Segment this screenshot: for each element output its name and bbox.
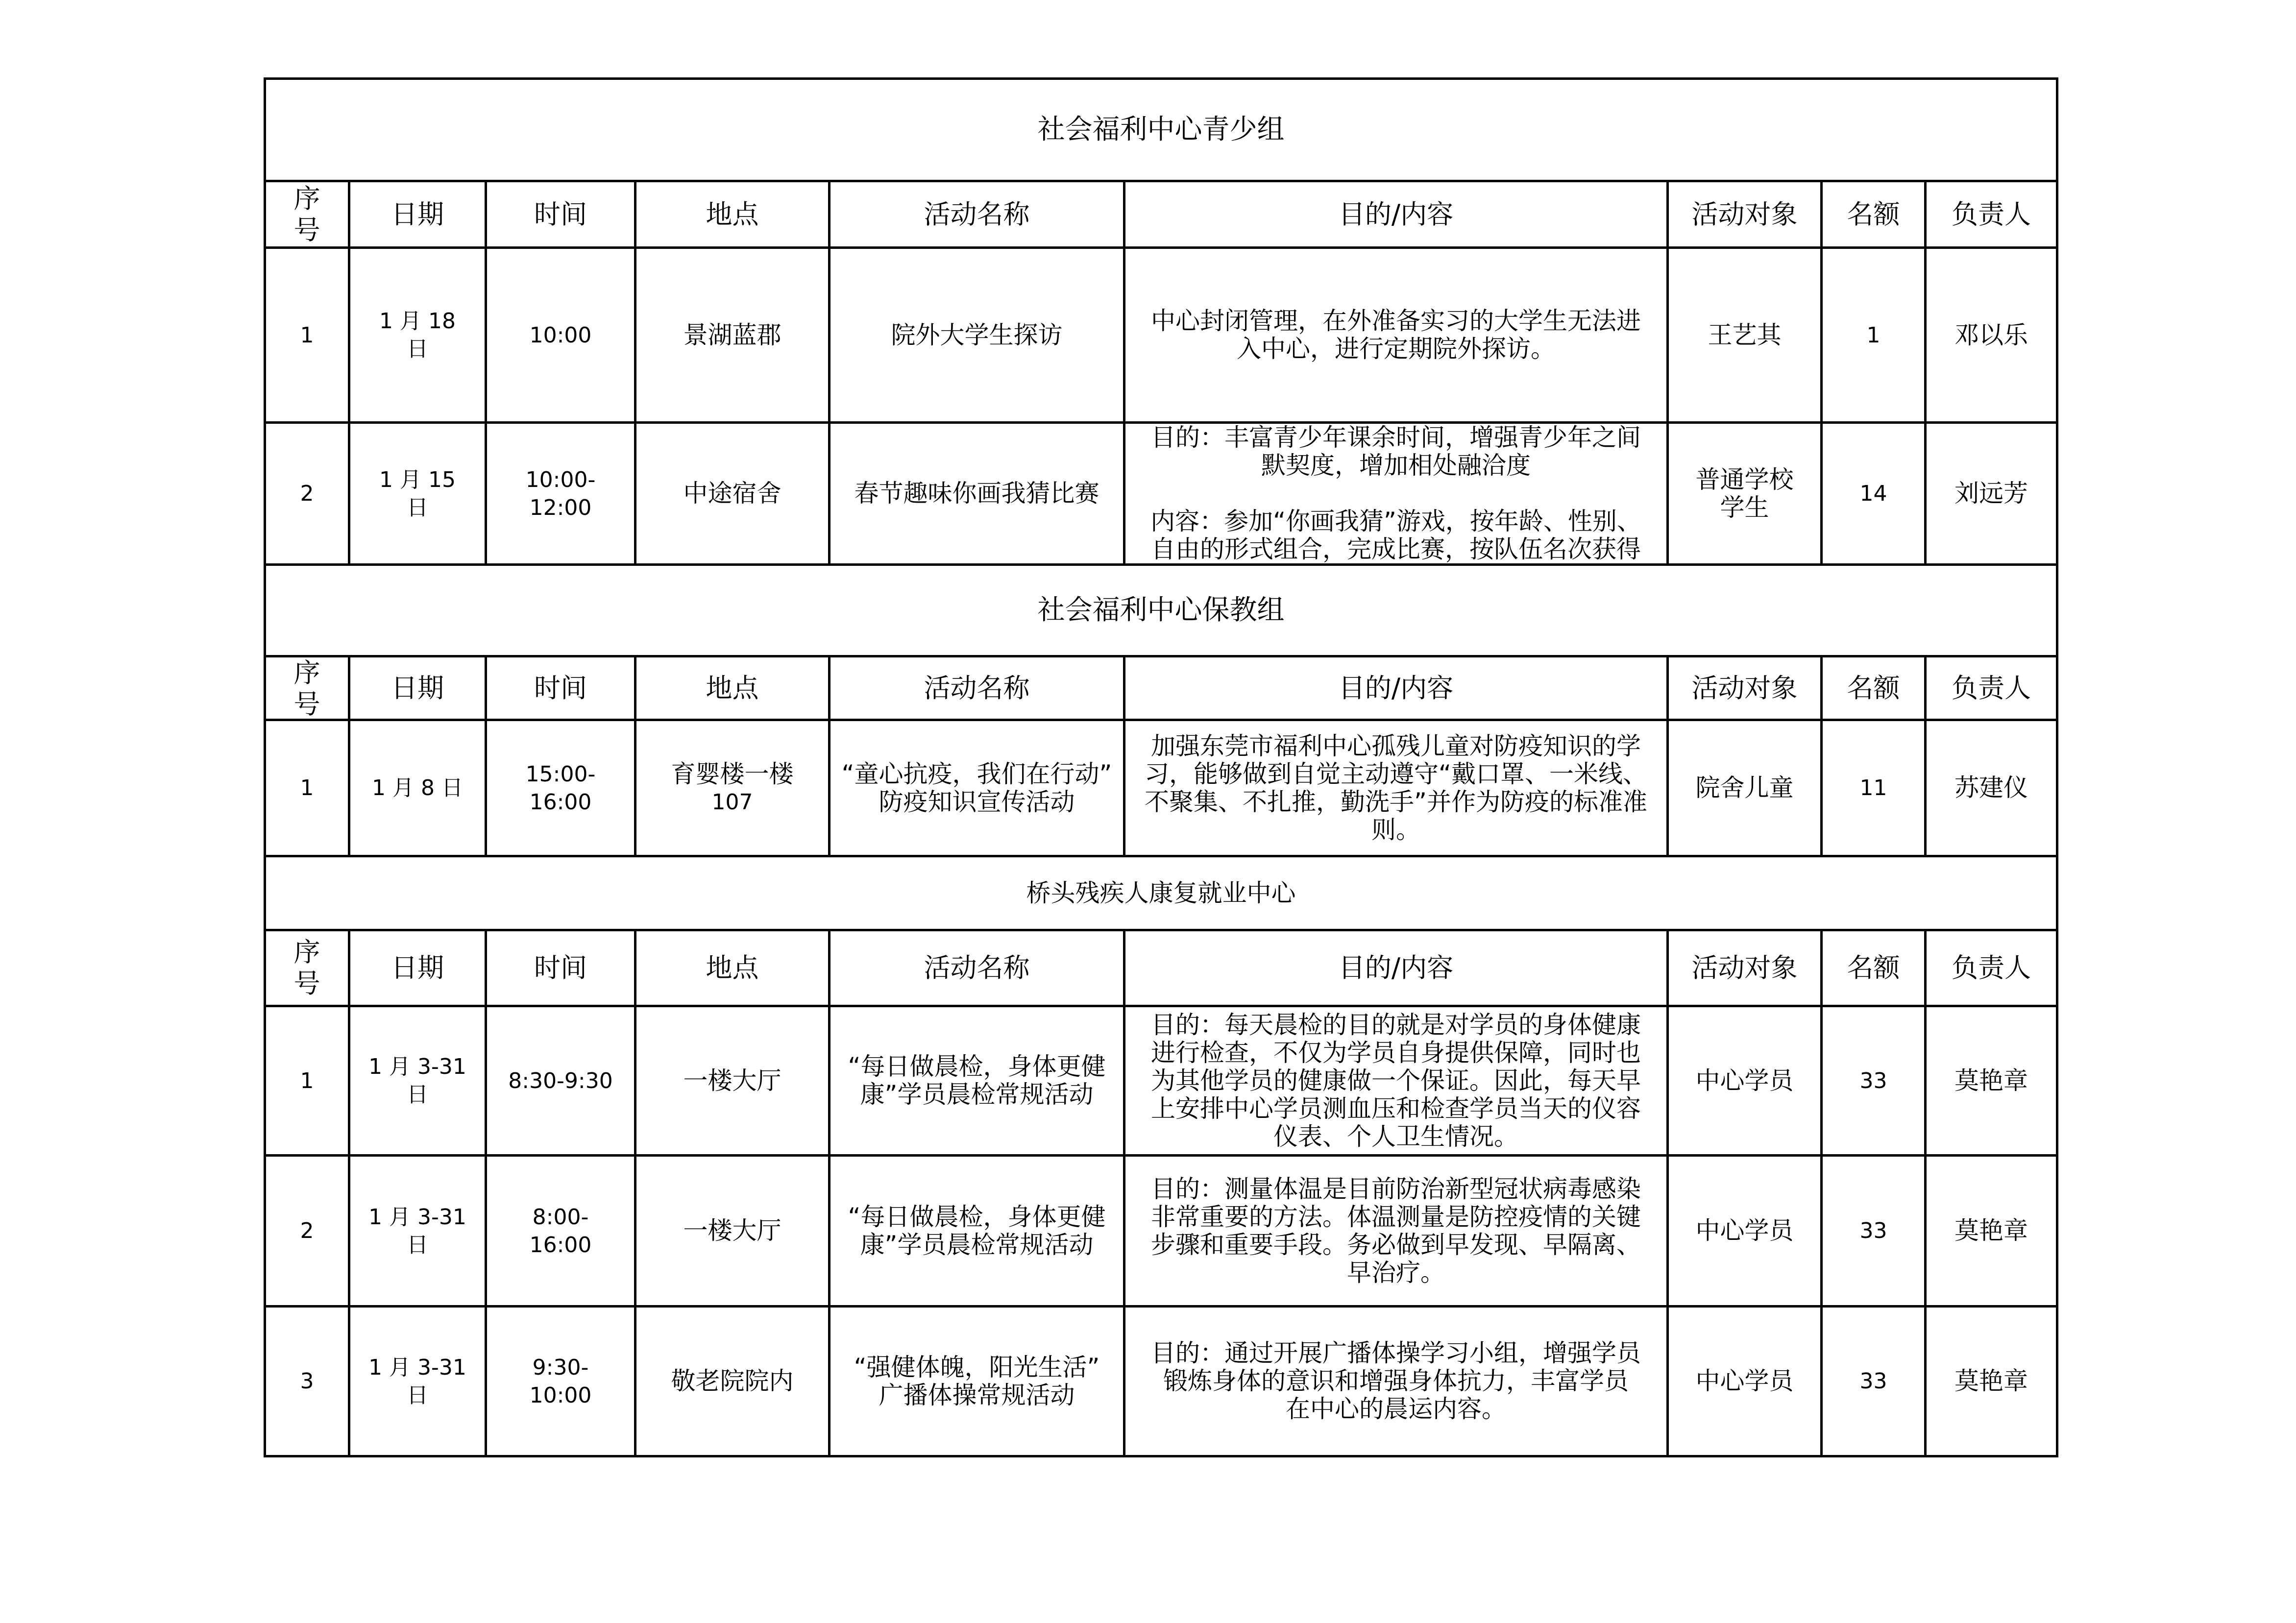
header-date-label: 日期 [391,198,444,230]
cell-activity [830,424,1123,563]
cell-place [636,1157,828,1305]
purpose-line: 入中心，进行定期院外探访。 [1237,335,1555,363]
purpose-line: 在中心的晨运内容。 [1286,1395,1506,1423]
cell-quota [1823,1007,1924,1154]
cell-target [1669,1157,1820,1305]
header-purpose-label: 目的/内容 [1338,672,1454,703]
target-text: 中心学员 [1695,1367,1794,1395]
header-time-label: 时间 [534,198,587,230]
cell-activity [830,1157,1123,1305]
activity-line: “每日做晨检，身体更健 [848,1202,1106,1231]
cell-target [1669,721,1820,855]
section-title-text: 桥头残疾人康复就业中心 [1026,879,1296,907]
target-text: 中心学员 [1695,1066,1794,1095]
header-date [350,931,485,1005]
date-line: 1 月 18 [379,309,456,334]
activity-line: 康”学员晨检常规活动 [860,1080,1094,1109]
header-quota-label: 名额 [1847,952,1900,983]
owner-text: 莫艳章 [1954,1066,2028,1095]
cell-target [1669,249,1820,421]
activity-schedule-table [264,77,2058,1457]
date-line: 1 月 3-31 [368,1054,466,1079]
header-target [1669,931,1820,1005]
header-quota [1823,931,1924,1005]
purpose-line: 步骤和重要手段。务必做到早发现、早隔离、 [1151,1230,1641,1259]
header-place-label: 地点 [706,672,759,703]
place-line: 育婴楼一楼 [671,759,794,788]
purpose-line: 目的：测量体温是目前防治新型冠状病毒感染 [1151,1174,1641,1203]
cell-activity [830,721,1123,855]
cell-target [1669,1308,1820,1455]
cell-activity [830,1308,1123,1455]
seq-text: 2 [300,481,314,506]
activity-line: 防疫知识宣传活动 [879,787,1075,816]
purpose-line: 默契度，增加相处融洽度 [1261,451,1531,480]
section-title [266,80,2056,180]
quota-text: 14 [1859,481,1887,506]
date-line: 日 [407,337,428,362]
cell-purpose [1125,424,1666,563]
time-line: 16:00 [529,789,592,815]
cell-date [350,1157,485,1305]
place-text: 景湖蓝郡 [683,320,782,349]
header-place [636,657,828,719]
cell-owner [1927,424,2056,563]
cell-date [350,249,485,421]
time-line: 16:00 [529,1232,592,1258]
cell-seq [266,1308,348,1455]
header-seq-label: 序号 [293,657,320,719]
owner-text: 莫艳章 [1954,1367,2028,1395]
header-time-label: 时间 [534,952,587,983]
section-title [266,566,2056,655]
cell-place [636,1308,828,1455]
header-owner [1927,657,2056,719]
cell-purpose [1125,1157,1666,1305]
cell-owner [1927,1308,2056,1455]
cell-seq [266,721,348,855]
quota-text: 33 [1859,1369,1887,1394]
cell-seq [266,424,348,563]
header-time [487,182,634,246]
header-date-label: 日期 [391,672,444,703]
activity-text: 春节趣味你画我猜比赛 [854,479,1099,508]
cell-time [487,249,634,421]
cell-time [487,424,634,563]
purpose-line: 目的：每天晨检的目的就是对学员的身体健康 [1151,1010,1641,1039]
cell-target [1669,1007,1820,1154]
header-owner-label: 负责人 [1952,952,2031,983]
cell-purpose [1125,249,1666,421]
cell-owner [1927,249,2056,421]
purpose-line: 自由的形式组合，完成比赛，按队伍名次获得 [1151,535,1641,563]
header-seq [266,931,348,1005]
activity-line: 广播体操常规活动 [879,1381,1075,1409]
header-seq-label: 序号 [293,183,320,245]
target-text: 院舍儿童 [1695,774,1794,802]
owner-text: 刘远芳 [1954,479,2028,508]
header-activity [830,931,1123,1005]
date-line: 日 [407,1382,428,1408]
purpose-line: 进行检查，不仅为学员自身提供保障，同时也 [1151,1038,1641,1067]
cell-time [487,1308,634,1455]
header-place-label: 地点 [706,952,759,983]
cell-date [350,1308,485,1455]
header-owner [1927,182,2056,246]
purpose-line: 为其他学员的健康做一个保证。因此，每天早 [1151,1066,1641,1095]
cell-owner [1927,1007,2056,1154]
cell-date [350,424,485,563]
cell-quota [1823,1308,1924,1455]
cell-target [1669,424,1820,563]
date-line: 日 [407,1082,428,1107]
time-line: 12:00 [529,495,592,520]
header-owner [1927,931,2056,1005]
cell-purpose [1125,721,1666,855]
owner-text: 莫艳章 [1954,1216,2028,1245]
section-title-text: 社会福利中心保教组 [1037,594,1285,626]
header-target-label: 活动对象 [1691,952,1798,983]
header-target-label: 活动对象 [1691,672,1798,703]
purpose-line: 早治疗。 [1347,1258,1445,1287]
time-line: 10:00- [525,467,596,492]
date-line: 日 [407,495,428,520]
header-purpose-label: 目的/内容 [1338,198,1454,230]
header-target [1669,657,1820,719]
place-text: 敬老院院内 [671,1367,794,1395]
cell-place [636,424,828,563]
time-line: 9:30- [532,1355,589,1380]
target-text: 王艺其 [1708,320,1782,349]
header-quota-label: 名额 [1847,672,1900,703]
cell-place [636,249,828,421]
cell-purpose [1125,1007,1666,1154]
cell-time [487,1157,634,1305]
header-purpose [1125,182,1666,246]
activity-line: “每日做晨检，身体更健 [848,1052,1106,1081]
header-seq-label: 序号 [293,937,320,999]
cell-owner [1927,1157,2056,1305]
activity-line: “童心抗疫，我们在行动” [841,759,1112,788]
seq-text: 1 [300,1068,314,1093]
quota-text: 1 [1866,322,1881,348]
header-quota [1823,182,1924,246]
header-date [350,182,485,246]
section-title-text: 社会福利中心青少组 [1037,114,1285,145]
header-purpose-label: 目的/内容 [1338,952,1454,983]
purpose-line: 仪表、个人卫生情况。 [1273,1122,1518,1151]
purpose-line: 中心封闭管理，在外准备实习的大学生无法进 [1151,307,1641,335]
purpose-line: 习，能够做到自觉主动遵守“戴口罩、一米线、 [1145,759,1647,788]
time-line: 15:00- [525,761,596,787]
seq-text: 1 [300,775,314,800]
purpose-line: 目的：丰富青少年课余时间，增强青少年之间 [1151,424,1641,452]
target-text: 中心学员 [1695,1216,1794,1245]
header-activity [830,657,1123,719]
cell-quota [1823,721,1924,855]
target-line: 普通学校 [1695,465,1794,494]
header-purpose [1125,657,1666,719]
target-line: 学生 [1720,493,1769,522]
activity-text: 院外大学生探访 [891,320,1063,349]
cell-time [487,721,634,855]
header-time [487,931,634,1005]
cell-activity [830,1007,1123,1154]
header-date [350,657,485,719]
header-target [1669,182,1820,246]
date-line: 日 [407,1232,428,1258]
date-text: 1 月 8 日 [372,775,463,800]
seq-text: 3 [300,1369,314,1394]
purpose-line: 锻炼身体的意识和增强身体抗力，丰富学员 [1163,1367,1629,1395]
header-time-label: 时间 [534,672,587,703]
cell-place [636,1007,828,1154]
purpose-line: 非常重要的方法。体温测量是防控疫情的关键 [1151,1202,1641,1231]
cell-quota [1823,1157,1924,1305]
owner-text: 苏建仪 [1954,774,2028,802]
cell-activity [830,249,1123,421]
time-text: 8:30-9:30 [508,1068,613,1093]
place-text: 一楼大厅 [683,1216,782,1245]
header-owner-label: 负责人 [1952,672,2031,703]
header-activity [830,182,1123,246]
purpose-line: 不聚集、不扎推，勤洗手”并作为防疫的标准准 [1145,787,1647,816]
cell-date [350,1007,485,1154]
section-title [266,857,2056,929]
purpose-line: 内容：参加“你画我猜”游戏，按年龄、性别、 [1150,507,1641,535]
header-seq [266,657,348,719]
cell-owner [1927,721,2056,855]
header-target-label: 活动对象 [1691,198,1798,230]
cell-seq [266,249,348,421]
date-line: 1 月 3-31 [368,1355,466,1380]
place-text: 一楼大厅 [683,1066,782,1095]
quota-text: 11 [1859,775,1887,800]
header-time [487,657,634,719]
place-line: 107 [711,789,753,815]
activity-line: 康”学员晨检常规活动 [860,1230,1094,1259]
header-place-label: 地点 [706,198,759,230]
cell-seq [266,1007,348,1154]
header-quota [1823,657,1924,719]
header-owner-label: 负责人 [1952,198,2031,230]
cell-time [487,1007,634,1154]
seq-text: 2 [300,1218,314,1243]
cell-purpose [1125,1308,1666,1455]
header-date-label: 日期 [391,952,444,983]
time-line: 10:00 [529,1382,592,1408]
paragraph-spacer [1393,480,1398,508]
cell-quota [1823,424,1924,563]
header-seq [266,182,348,246]
purpose-line: 则。 [1371,815,1420,844]
purpose-line: 上安排中心学员测血压和检查学员当天的仪容 [1151,1094,1641,1123]
cell-place [636,721,828,855]
cell-date [350,721,485,855]
seq-text: 1 [300,322,314,348]
place-text: 中途宿舍 [683,479,782,508]
purpose-line: 加强东莞市福利中心孤残儿童对防疫知识的学 [1151,731,1641,760]
date-line: 1 月 15 [379,467,456,492]
header-activity-label: 活动名称 [924,672,1030,703]
header-quota-label: 名额 [1847,198,1900,230]
time-text: 10:00 [529,322,592,348]
activity-line: “强健体魄，阳光生活” [854,1353,1100,1381]
header-activity-label: 活动名称 [924,198,1030,230]
purpose-line: 目的：通过开展广播体操学习小组，增强学员 [1151,1339,1641,1367]
cell-seq [266,1157,348,1305]
date-line: 1 月 3-31 [368,1204,466,1230]
header-place [636,931,828,1005]
time-line: 8:00- [532,1204,589,1230]
header-activity-label: 活动名称 [924,952,1030,983]
quota-text: 33 [1859,1068,1887,1093]
owner-text: 邓以乐 [1954,320,2028,349]
quota-text: 33 [1859,1218,1887,1243]
header-place [636,182,828,246]
header-purpose [1125,931,1666,1005]
cell-quota [1823,249,1924,421]
